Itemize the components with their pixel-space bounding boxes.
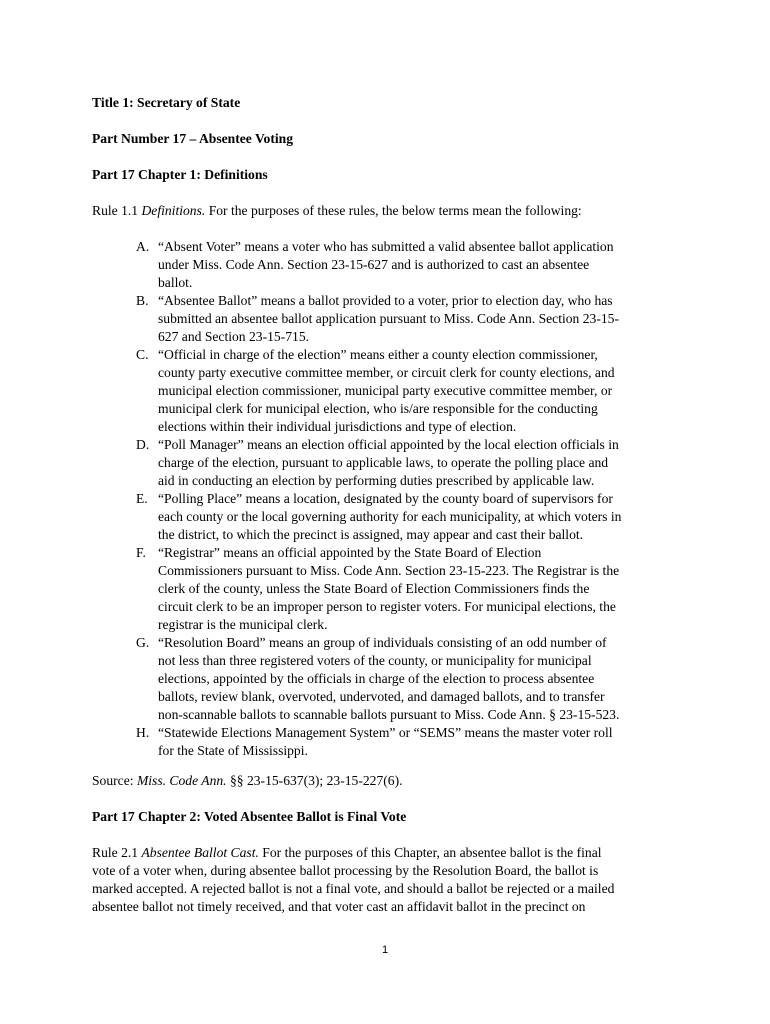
source-citation bbox=[92, 772, 403, 790]
rule-2-1-line: marked accepted. A rejected ballot is not a final vote, and should a ballot be rejected or a mailed bbox=[92, 881, 615, 896]
definition-text-line: municipal election commissioner, municipal party executive committee member, or bbox=[158, 383, 613, 398]
part-heading: Part Number 17 – Absentee Voting bbox=[92, 131, 294, 146]
rule-1-1-prefix: Rule 1.1 bbox=[92, 203, 142, 218]
definition-label: D. bbox=[136, 437, 150, 452]
definition-text-line: “Resolution Board” means an group of individuals consisting of an odd number of bbox=[158, 635, 607, 650]
definition-text-line: “Official in charge of the election” means either a county election commissioner, bbox=[158, 347, 598, 362]
definition-text-line: 627 and Section 23-15-715. bbox=[158, 329, 310, 344]
definition-text-line: “Registrar” means an official appointed by the State Board of Election bbox=[158, 545, 542, 560]
definition-label: G. bbox=[136, 635, 150, 650]
definition-text-line: registrar is the municipal clerk. bbox=[158, 617, 328, 632]
definition-text-line: elections within their individual jurisdictions and type of election. bbox=[158, 419, 517, 434]
definition-text-line: not less than three registered voters of the county, or municipality for municipal bbox=[158, 653, 592, 668]
definition-label: A. bbox=[136, 239, 150, 254]
definition-text-line: “Poll Manager” means an election official appointed by the local election officials in bbox=[158, 437, 619, 452]
source-prefix: Source: bbox=[92, 773, 137, 788]
rule-2-1 bbox=[92, 844, 602, 862]
chapter1-heading: Part 17 Chapter 1: Definitions bbox=[92, 167, 268, 182]
definition-text-line: under Miss. Code Ann. Section 23-15-627 and is authorized to cast an absentee bbox=[158, 257, 590, 272]
definition-label: H. bbox=[136, 725, 150, 740]
definition-text-line: ballots, review blank, overvoted, undervoted, and damaged ballots, and to transfer bbox=[158, 689, 605, 704]
definition-text-line: “Statewide Elections Management System” or “SEMS” means the master voter roll bbox=[158, 725, 613, 740]
rule-1-1 bbox=[92, 202, 582, 220]
rule-2-1-line: absentee ballot not timely received, and that voter cast an affidavit ballot in the precinct on bbox=[92, 899, 586, 914]
definition-label: B. bbox=[136, 293, 149, 308]
definition-text-line: charge of the election, pursuant to applicable laws, to operate the polling place and bbox=[158, 455, 609, 470]
definition-text-line: for the State of Mississippi. bbox=[158, 743, 308, 758]
definition-text-line: the district, to which the precinct is assigned, may appear and cast their ballot. bbox=[158, 527, 584, 542]
rule-2-1-text: For the purposes of this Chapter, an absentee ballot is the final bbox=[258, 845, 602, 860]
definition-text-line: “Polling Place” means a location, designated by the county board of supervisors for bbox=[158, 491, 613, 506]
source-code: Miss. Code Ann. bbox=[136, 773, 227, 788]
definition-text-line: Commissioners pursuant to Miss. Code Ann. Section 23-15-223. The Registrar is the bbox=[158, 563, 620, 578]
definition-text-line: aid in conducting an election by performing duties prescribed by applicable law. bbox=[158, 473, 595, 488]
rule-1-1-title: Definitions. bbox=[141, 203, 206, 218]
definition-text-line: each county or the local governing authority for each municipality, at which voters in bbox=[158, 509, 622, 524]
document-title: Title 1: Secretary of State bbox=[92, 95, 241, 110]
definition-label: F. bbox=[136, 545, 146, 560]
definition-text-line: submitted an absentee ballot application pursuant to Miss. Code Ann. Section 23-15- bbox=[158, 311, 619, 326]
definition-text-line: clerk of the county, unless the State Board of Election Commissioners finds the bbox=[158, 581, 590, 596]
definition-text-line: “Absent Voter” means a voter who has submitted a valid absentee ballot application bbox=[158, 239, 614, 254]
rule-2-1-title: Absentee Ballot Cast. bbox=[141, 845, 259, 860]
chapter2-heading: Part 17 Chapter 2: Voted Absentee Ballot is Final Vote bbox=[92, 809, 407, 824]
definition-text-line: county party executive committee member, or circuit clerk for county elections, and bbox=[158, 365, 615, 380]
definition-text-line: elections, appointed by the officials in charge of the election to process absentee bbox=[158, 671, 595, 686]
rule-1-1-text: For the purposes of these rules, the below terms mean the following: bbox=[205, 203, 582, 218]
rule-2-1-line: vote of a voter when, during absentee ballot processing by the Resolution Board, the ballot is bbox=[92, 863, 599, 878]
definition-text-line: non-scannable ballots to scannable ballots pursuant to Miss. Code Ann. § 23-15-523. bbox=[158, 707, 620, 722]
source-sections: §§ 23-15-637(3); 23-15-227(6). bbox=[226, 773, 403, 788]
definition-text-line: circuit clerk to be an improper person to register voters. For municipal elections, the bbox=[158, 599, 616, 614]
definition-text-line: ballot. bbox=[158, 275, 193, 290]
definition-text-line: “Absentee Ballot” means a ballot provided to a voter, prior to election day, who has bbox=[158, 293, 613, 308]
page-number: 1 bbox=[381, 944, 389, 956]
definition-label: E. bbox=[136, 491, 148, 506]
definition-text-line: municipal clerk for municipal election, who is/are responsible for the conducting bbox=[158, 401, 598, 416]
definition-label: C. bbox=[136, 347, 149, 362]
rule-2-1-prefix: Rule 2.1 bbox=[92, 845, 142, 860]
